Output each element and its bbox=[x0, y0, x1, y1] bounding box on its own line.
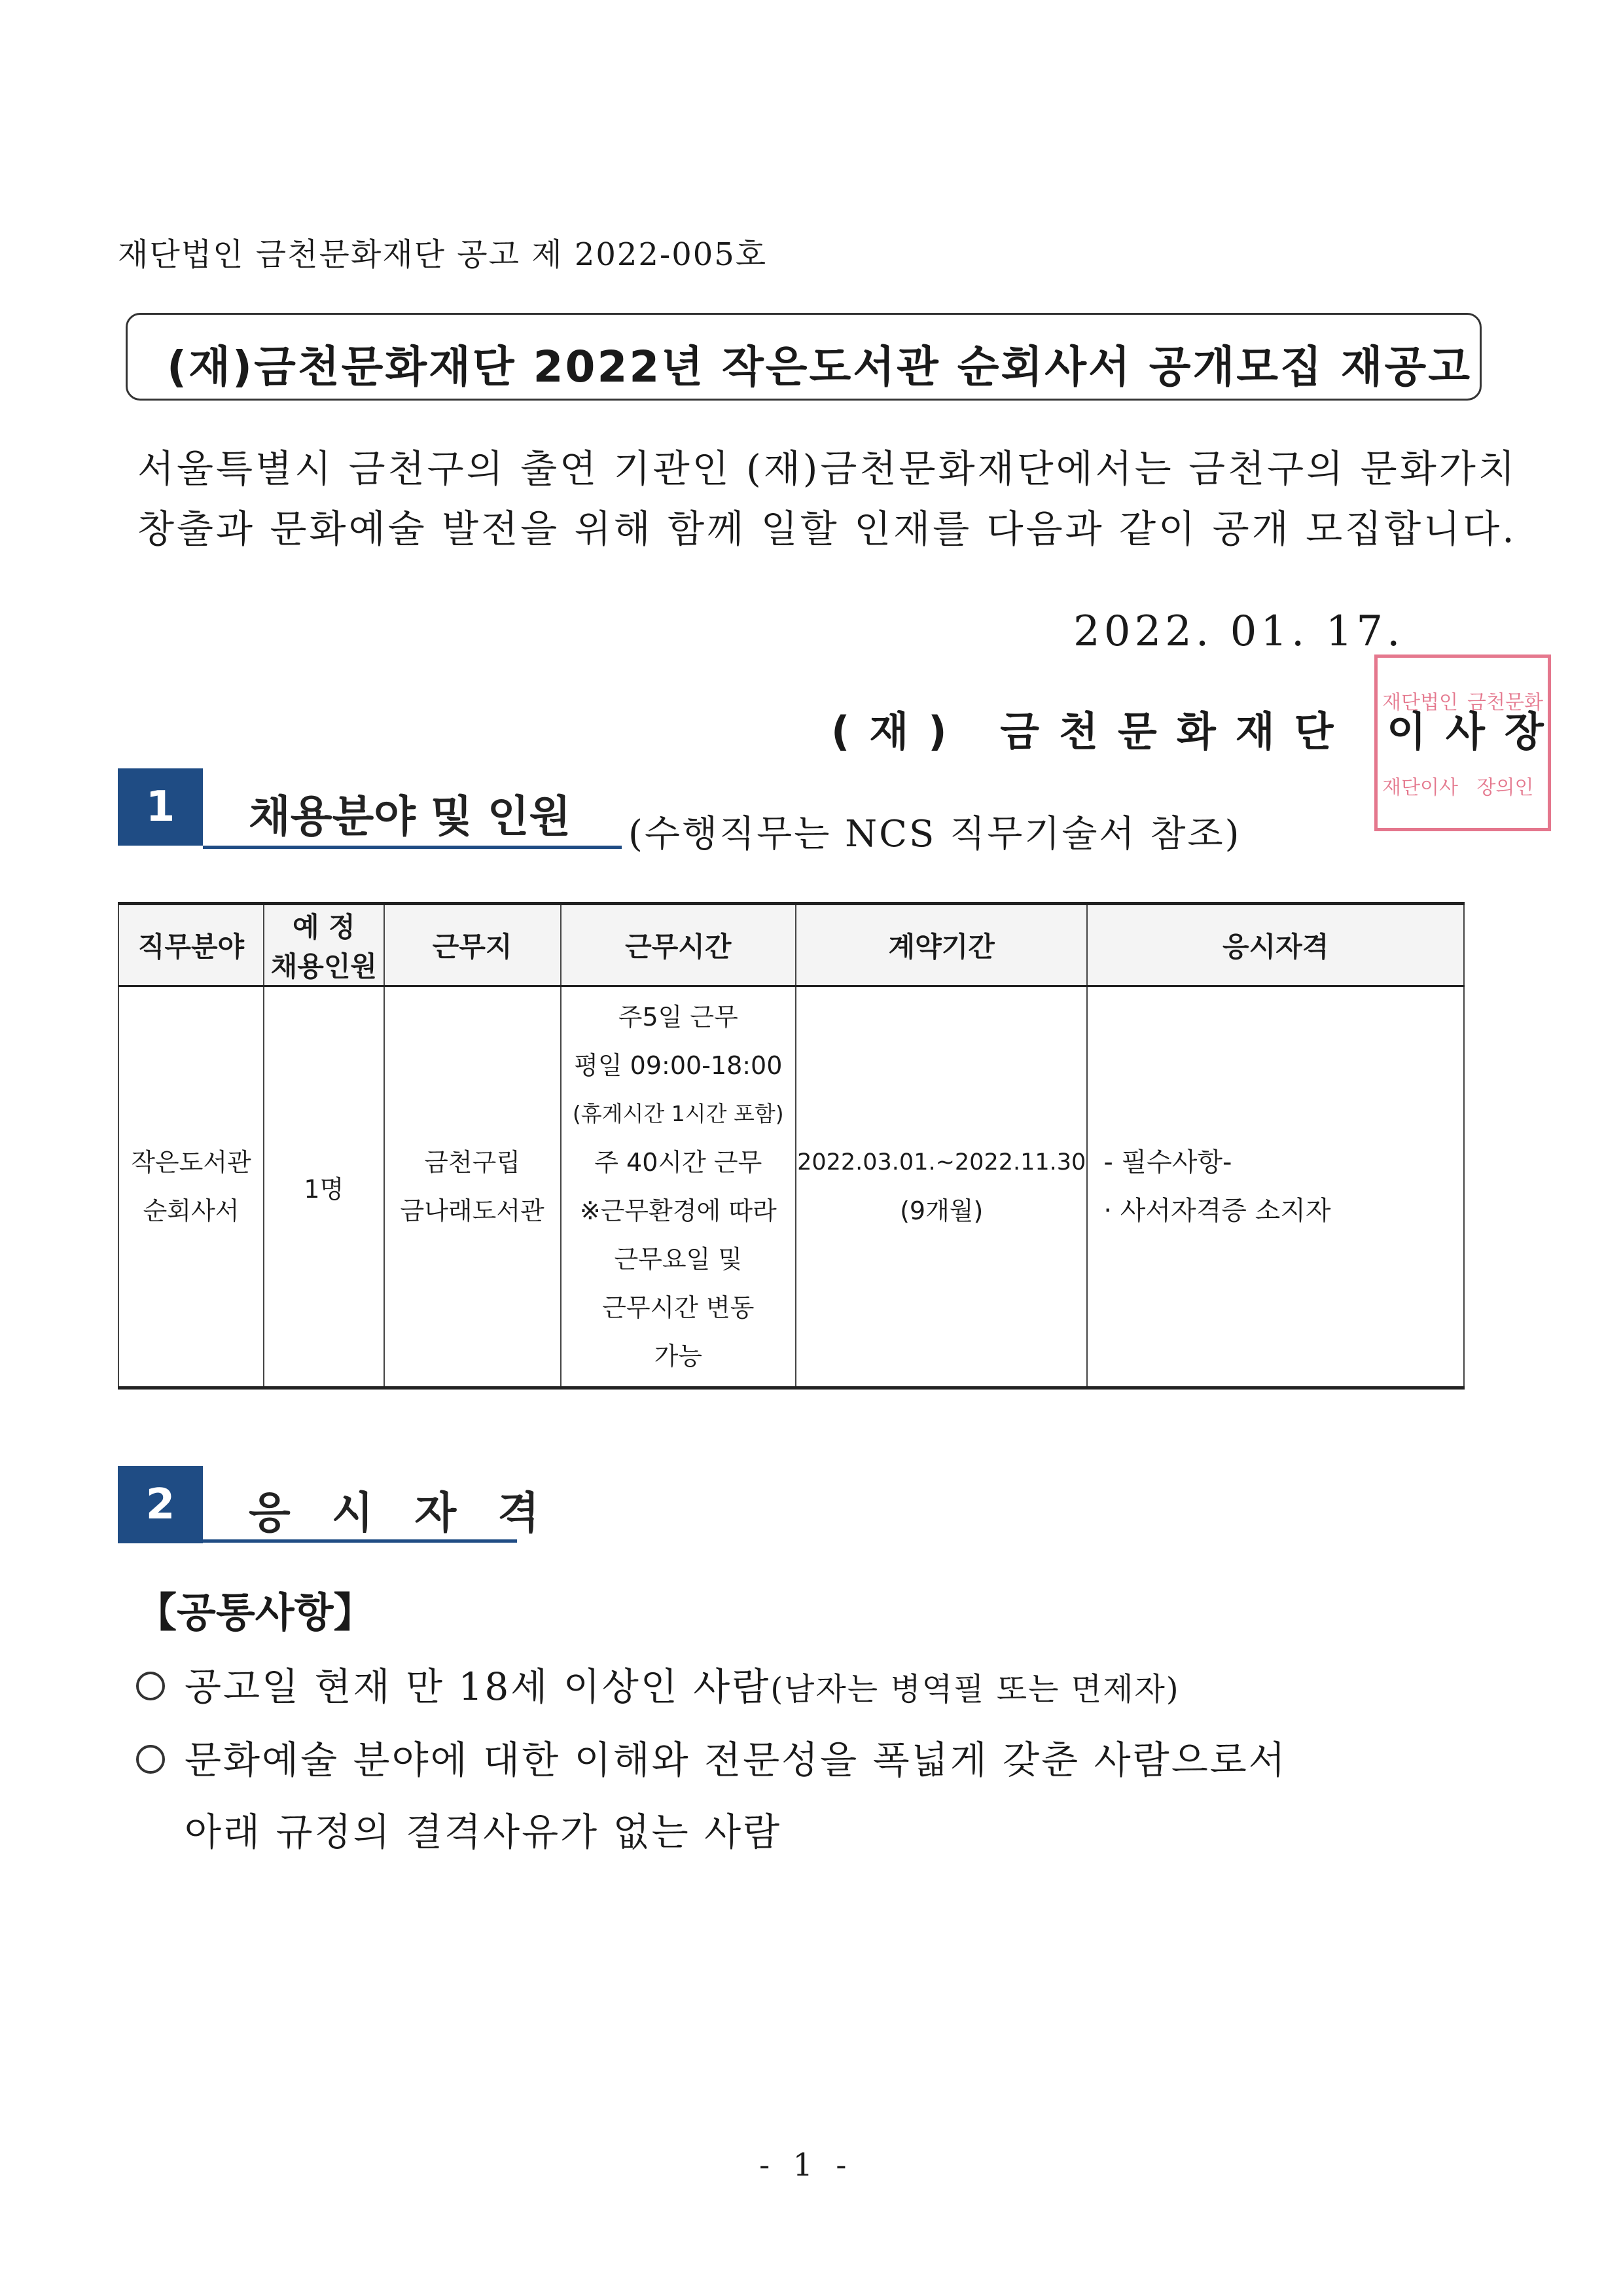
intro-line: 서울특별시 금천구의 출연 기관인 (재)금천문화재단에서는 금천구의 문화가치 bbox=[137, 446, 1518, 491]
notice-date: 2022. 01. 17. bbox=[1073, 607, 1404, 656]
requirement-item bbox=[136, 1656, 1180, 1711]
title-box bbox=[126, 313, 1482, 401]
header-line: 예 정 bbox=[292, 911, 355, 943]
seal-char: 재단법인 bbox=[1382, 691, 1458, 714]
field-cell bbox=[118, 986, 264, 1388]
section-title: 채용분야 및 인원 bbox=[249, 791, 571, 842]
cell-line: ※근무환경에 따라 bbox=[579, 1196, 777, 1225]
requirement-item bbox=[136, 1729, 1287, 1784]
page-number: - 1 - bbox=[759, 2147, 853, 2183]
cell-line: (9개월) bbox=[900, 1196, 984, 1225]
seal-char: 재단이사 bbox=[1382, 776, 1458, 799]
section-underline bbox=[203, 1539, 517, 1543]
cell-line: - 필수사항- bbox=[1103, 1147, 1232, 1177]
table-header-row bbox=[118, 904, 1464, 986]
cell-line: 주 40시간 근무 bbox=[594, 1148, 762, 1177]
cell-line: 금천구립 bbox=[424, 1148, 521, 1177]
requirement-note: (남자는 병역필 또는 면제자) bbox=[770, 1671, 1180, 1708]
cell-line: 순회사서 bbox=[143, 1196, 240, 1225]
requirement-text: 공고일 현재 만 18세 이상인 사람 bbox=[185, 1664, 771, 1709]
header-cell: 근무지 bbox=[384, 904, 561, 986]
cell-line: (휴게시간 1시간 포함) bbox=[572, 1101, 784, 1126]
requirement-continuation: 아래 규정의 결격사유가 없는 사람 bbox=[185, 1810, 782, 1854]
cell-line: 가능 bbox=[654, 1342, 703, 1371]
table-row bbox=[118, 986, 1464, 1388]
seal-char: 장의인 bbox=[1476, 776, 1534, 799]
cell-line: 주5일 근무 bbox=[618, 1003, 738, 1031]
header-line: 채용인원 bbox=[270, 950, 377, 982]
section-number: 1 bbox=[118, 768, 203, 846]
circle-bullet-icon bbox=[136, 1745, 165, 1774]
count-cell: 1명 bbox=[264, 986, 384, 1388]
issuer: (재) 금천문화재단 이사장 bbox=[831, 708, 1563, 755]
cell-line: 금나래도서관 bbox=[400, 1196, 544, 1225]
hours-cell bbox=[561, 986, 796, 1388]
cell-line: 평일 09:00-18:00 bbox=[574, 1051, 783, 1080]
notice-number: 재단법인 금천문화재단 공고 제 2022-005호 bbox=[118, 236, 768, 273]
header-cell: 근무시간 bbox=[561, 904, 796, 986]
common-requirements-title: 【공통사항】 bbox=[136, 1588, 374, 1636]
circle-bullet-icon bbox=[136, 1672, 165, 1700]
cell-line: 근무시간 변동 bbox=[602, 1293, 755, 1322]
recruitment-table bbox=[118, 902, 1465, 1390]
official-seal bbox=[1374, 655, 1551, 831]
notice-title: (재)금천문화재단 2022년 작은도서관 순회사서 공개모집 재공고 bbox=[167, 342, 1472, 392]
cell-line: · 사서자격증 소지자 bbox=[1103, 1196, 1331, 1226]
intro-paragraph bbox=[137, 439, 1518, 559]
intro-line: 창출과 문화예술 발전을 위해 함께 일할 인재를 다음과 같이 공개 모집합니다. bbox=[137, 507, 1517, 551]
place-cell bbox=[384, 986, 561, 1388]
header-cell: 계약기간 bbox=[796, 904, 1087, 986]
section-title: 응 시 자 격 bbox=[249, 1488, 552, 1538]
section-note: (수행직무는 NCS 직무기술서 참조) bbox=[628, 813, 1241, 855]
cell-line: 작은도서관 bbox=[131, 1148, 251, 1177]
header-cell: 응시자격 bbox=[1087, 904, 1464, 986]
cell-line: 근무요일 및 bbox=[614, 1245, 743, 1274]
requirement-text: 문화예술 분야에 대한 이해와 전문성을 폭넓게 갖춘 사람으로서 bbox=[185, 1738, 1287, 1782]
period-cell bbox=[796, 986, 1087, 1388]
header-cell: 직무분야 bbox=[118, 904, 264, 986]
header-cell bbox=[264, 904, 384, 986]
section-underline bbox=[203, 846, 622, 849]
qualification-cell bbox=[1087, 986, 1464, 1388]
section-number: 2 bbox=[118, 1466, 203, 1543]
cell-line: 2022.03.01.~2022.11.30 bbox=[797, 1149, 1086, 1175]
seal-char: 금천문화 bbox=[1467, 691, 1543, 714]
